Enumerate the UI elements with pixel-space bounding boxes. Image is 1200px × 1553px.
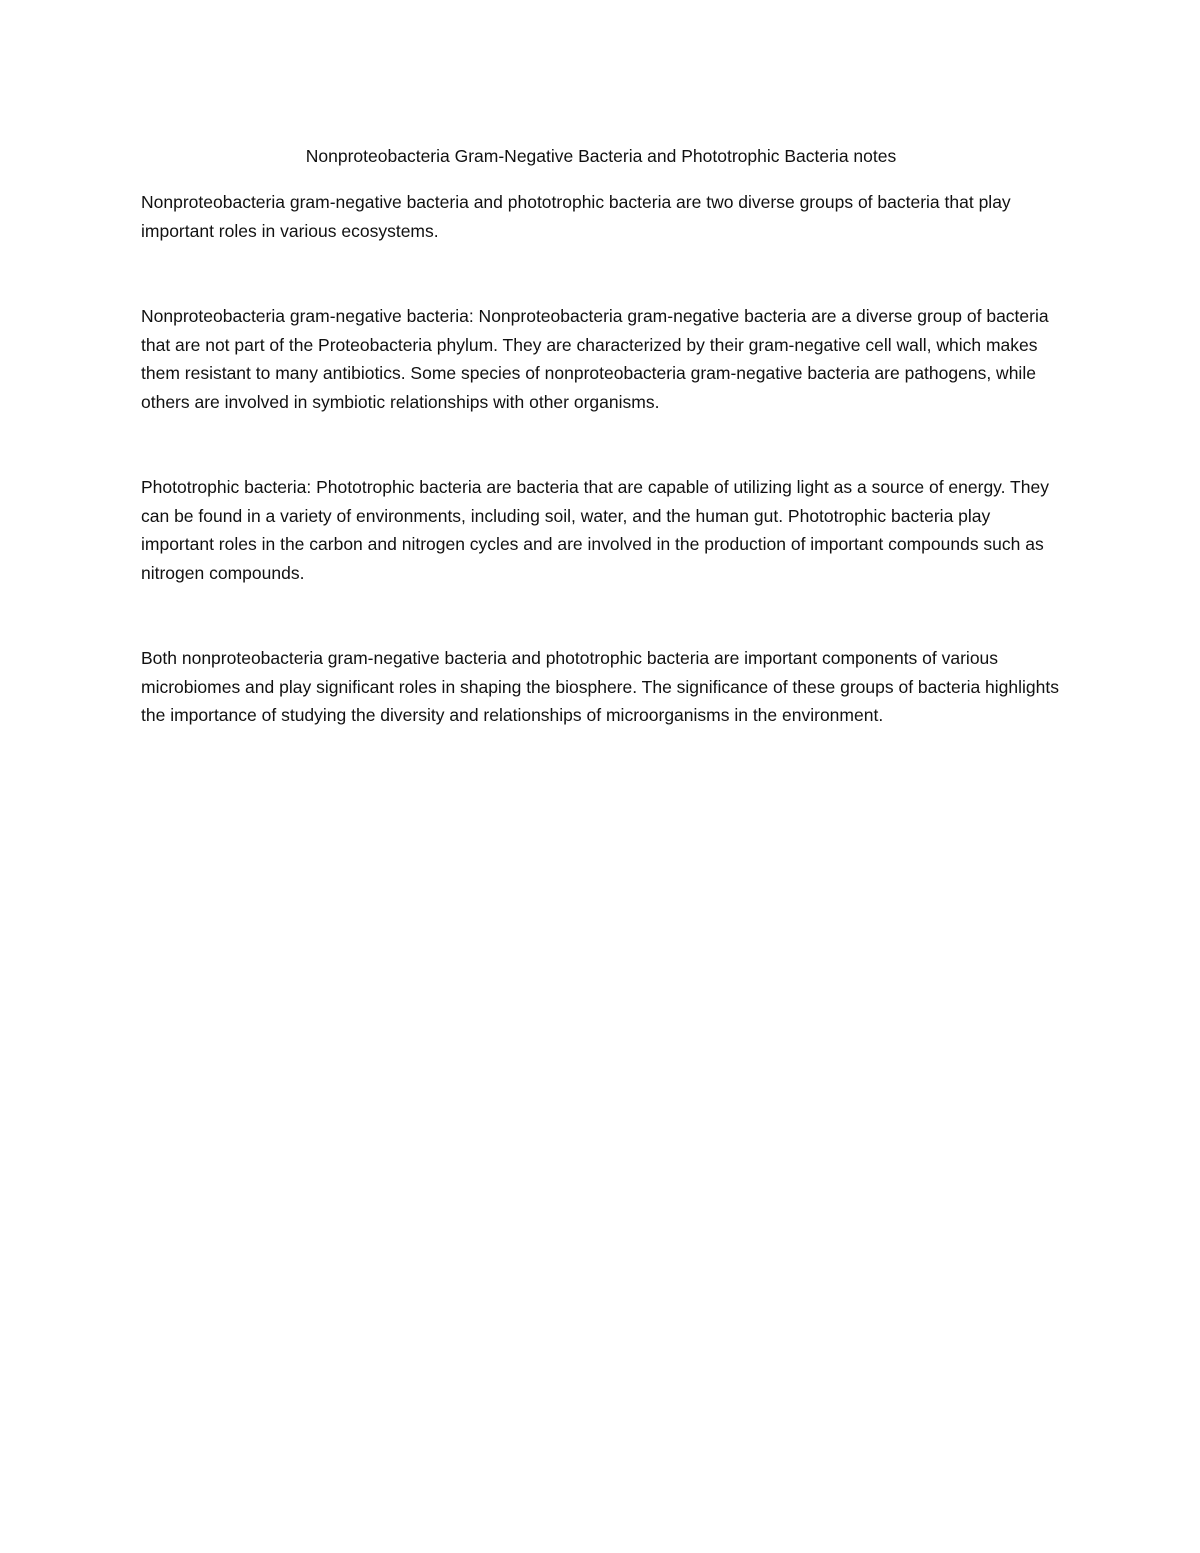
document-body — [141, 142, 1061, 730]
document-title: Nonproteobacteria Gram-Negative Bacteria and Phototrophic Bacteria notes — [305, 146, 897, 166]
conclusion-paragraph: Both nonproteobacteria gram-negative bacteria and phototrophic bacteria are important components of various microbiomes and play significant roles in shaping the biosphere. The significance of these groups of bacteria highlights the importance of studying the diversity and relationships of microorganisms in the environment. — [141, 648, 1059, 725]
intro-paragraph: Nonproteobacteria gram-negative bacteria and phototrophic bacteria are two diverse groups of bacteria that play important roles in various ecosystems. — [141, 192, 1011, 241]
nonproteobacteria-paragraph: Nonproteobacteria gram-negative bacteria: Nonproteobacteria gram-negative bacteria are a diverse group of bacteria that are not part of the Proteobacteria phylum. They are characterized by their gram-negative cell wall, which makes them resistant to many antibiotics. Some species of nonproteobacteria gram-negative bacteria are pathogens, while others are involved in symbiotic relationships with other organisms. — [141, 306, 1049, 412]
phototrophic-paragraph: Phototrophic bacteria: Phototrophic bacteria are bacteria that are capable of utilizing light as a source of energy. They can be found in a variety of environments, including soil, water, and the human gut. Phototrophic bacteria play important roles in the carbon and nitrogen cycles and are involved in the production of important compounds such as nitrogen compounds. — [141, 477, 1049, 583]
